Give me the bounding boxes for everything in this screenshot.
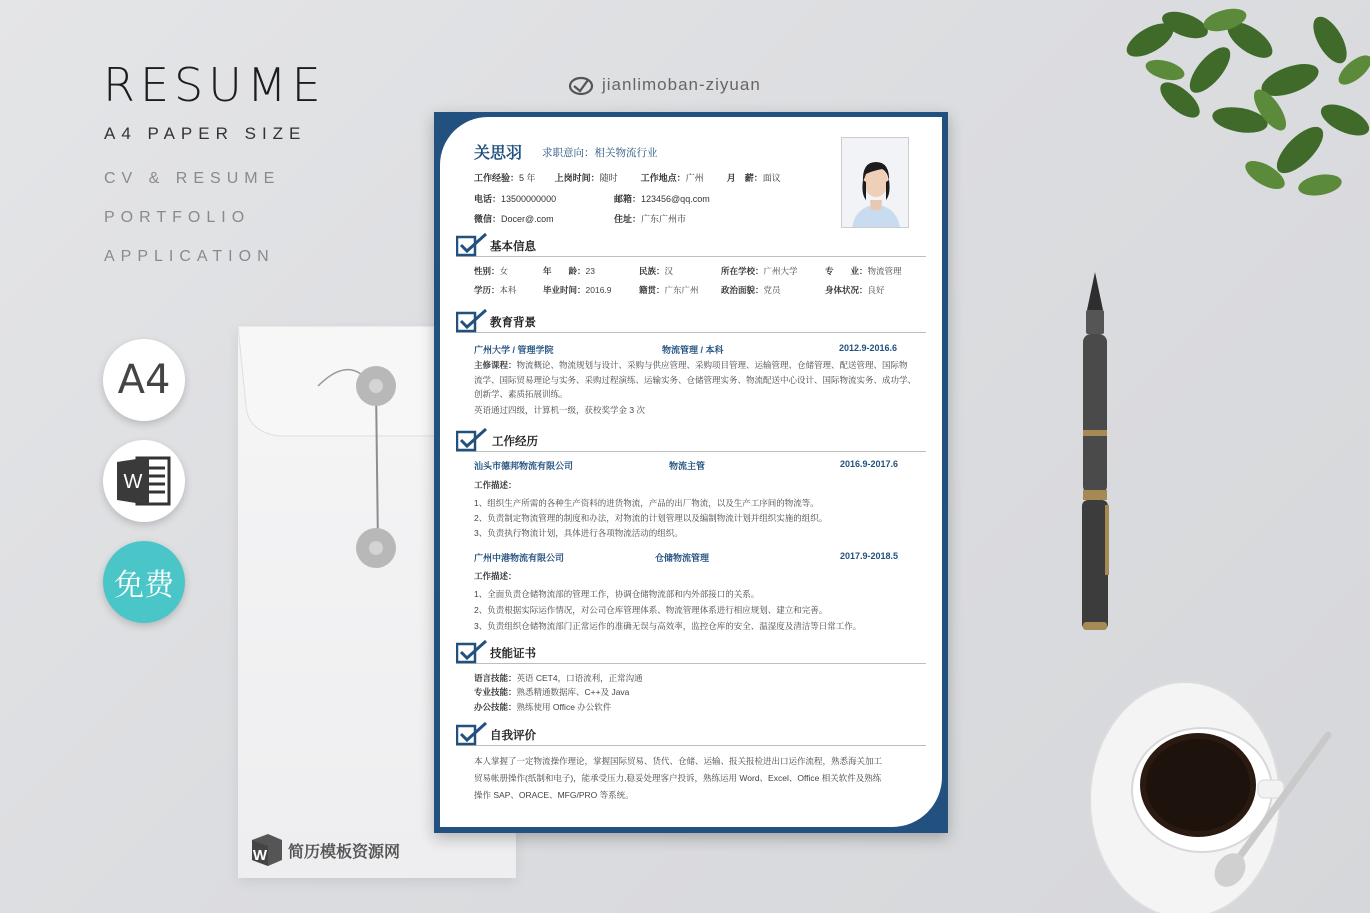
info-value: 123456@qq.com	[641, 194, 710, 204]
basic-label: 政治面貌：	[721, 285, 764, 295]
checkbox-icon	[456, 722, 488, 746]
candidate-name: 关思羽	[474, 145, 523, 162]
courses-text: 物流概论、物流规划与设计、采购与供应管理、采购项目管理、运输管理、仓储管理、配送管理、国际物流学、国际贸易理论与实务、采购过程演练、运输实务、仓储管理实务、物流配送中心设计、国际物流实务、成功学、创新学、素质拓展训练。	[474, 360, 917, 399]
basic-value: 23	[585, 266, 595, 276]
job-desc-item: 1、组织生产所需的各种生产资料的进货物流，产品的出厂物流，以及生产工序间的物流等。	[474, 498, 819, 508]
education-extra: 英语通过四级，计算机一级，获校奖学金 3 次	[474, 405, 645, 415]
job-desc-label	[474, 479, 517, 491]
job-desc-item: 2、负责根据实际运作情况，对公司仓库管理体系、物流管理体系进行相应规划、建立和完善。	[474, 605, 828, 615]
promo-subtitle: A4 PAPER SIZE	[104, 124, 307, 143]
info-label: 电话：	[474, 194, 502, 204]
checkbox-icon	[456, 428, 488, 452]
skill-row	[474, 686, 629, 698]
job-company: 汕头市德邦物流有限公司	[474, 461, 574, 471]
job-desc-item: 3、负责执行物流计划，具体进行各项物流活动的组织。	[474, 528, 683, 538]
self-evaluation-text: 本人掌握了一定物流操作理论，掌握国际贸易、货代、仓储、运输、报关报检进出口运作流程，熟悉海关加工贸易帐册操作(纸制和电子)，能承受压力,稳妥处理客户投诉，熟练运用 Word、Excel、Office 相关软件及熟练操作 SAP、ORACE、MFG/PRO 等系统。	[474, 756, 883, 800]
checkbox-icon	[456, 640, 488, 664]
info-value: 随时	[599, 173, 618, 183]
section-header-skills	[456, 640, 926, 664]
resume-sheet	[434, 112, 948, 833]
job-position: 物流主管	[669, 461, 706, 471]
word-doc-icon	[115, 454, 173, 508]
word-badge	[103, 440, 185, 522]
education-date: 2012.9-2016.6	[839, 343, 898, 353]
svg-text:W: W	[252, 847, 268, 864]
ribbon-logo-icon	[568, 74, 594, 96]
job-date: 2016.9-2017.6	[840, 459, 899, 469]
skill-label: 专业技能：	[474, 687, 517, 697]
skill-row	[474, 672, 643, 684]
basic-label: 毕业时间：	[543, 285, 586, 295]
header-info-row	[474, 171, 781, 184]
envelope-logo	[248, 832, 400, 868]
section-header-work	[456, 428, 926, 452]
header-info-row	[474, 212, 686, 225]
info-value: Docer@.com	[501, 214, 554, 224]
a4-badge: A4	[103, 339, 185, 421]
education-school: 广州大学 / 管理学院	[474, 345, 554, 355]
courses-label: 主修课程：	[474, 360, 517, 370]
coffee-cup-image	[1090, 680, 1370, 913]
info-value: 广州	[685, 173, 704, 183]
job-company: 广州中港物流有限公司	[474, 553, 565, 563]
promo-title: RESUME	[103, 58, 326, 112]
basic-label: 专 业：	[825, 266, 868, 276]
info-value: 广东广州市	[641, 214, 687, 224]
job-desc-item: 3、负责组织仓储物流部门正常运作的准确无误与高效率，监控仓库的安全、温湿度及清洁等日常工作。	[474, 621, 862, 631]
resume-paper	[440, 117, 942, 827]
svg-text:W: W	[123, 471, 143, 493]
basic-value: 广东广州	[664, 285, 699, 295]
section-header-self	[456, 722, 926, 746]
promo-line-application: APPLICATION	[104, 248, 275, 265]
checkbox-icon	[456, 233, 488, 257]
job-intent: 求职意向：相关物流行业	[542, 147, 658, 159]
section-title: 基本信息	[490, 241, 536, 253]
info-value: 13500000000	[501, 194, 557, 204]
info-value: 5 年	[519, 173, 536, 183]
job-desc-label	[474, 570, 517, 582]
basic-info-row	[474, 284, 885, 296]
basic-value: 物流管理	[867, 266, 902, 276]
info-label: 工作经验：	[474, 173, 520, 183]
basic-value: 良好	[867, 285, 885, 295]
job-date: 2017.9-2018.5	[840, 551, 899, 561]
profile-photo	[841, 137, 909, 228]
promo-line-cv: CV & RESUME	[104, 170, 281, 187]
promo-line-portfolio: PORTFOLIO	[104, 209, 251, 226]
section-title: 工作经历	[492, 436, 538, 448]
basic-value: 2016.9	[585, 285, 612, 295]
job-desc-item: 2、负责制定物流管理的制度和办法，对物流的计划管理以及编制物流计划并组织实施的组织。	[474, 513, 828, 523]
skill-value: 熟悉精通数据库、C++及 Java	[516, 687, 630, 697]
basic-value: 汉	[664, 266, 674, 276]
desc-label: 工作描述：	[474, 571, 517, 581]
education-courses	[474, 358, 916, 402]
basic-info-row	[474, 265, 902, 277]
info-value: 面议	[762, 173, 781, 183]
section-title: 技能证书	[490, 648, 536, 660]
skill-row	[474, 701, 611, 713]
basic-label: 民族：	[639, 266, 665, 276]
skill-label: 办公技能：	[474, 702, 517, 712]
skill-value: 熟练使用 Office 办公软件	[516, 702, 612, 712]
header-info-row	[474, 192, 710, 205]
envelope-string-buttons	[348, 364, 408, 584]
info-label: 住址：	[614, 214, 642, 224]
basic-label: 身体状况：	[825, 285, 868, 295]
info-label: 上岗时间：	[554, 173, 600, 183]
basic-value: 广州大学	[763, 266, 798, 276]
info-label: 月 薪：	[726, 173, 763, 183]
skill-label: 语言技能：	[474, 673, 517, 683]
w-logo-icon	[248, 832, 284, 868]
info-label: 微信：	[474, 214, 502, 224]
section-header-basic	[456, 233, 926, 257]
watermark	[568, 74, 761, 96]
job-position: 仓储物流管理	[655, 553, 710, 563]
desc-label: 工作描述：	[474, 480, 517, 490]
section-header-education	[456, 309, 926, 333]
education-major: 物流管理 / 本科	[662, 345, 724, 355]
basic-value: 女	[499, 266, 509, 276]
info-label: 邮箱：	[614, 194, 642, 204]
basic-label: 所在学校：	[721, 266, 764, 276]
watermark-text: jianlimoban-ziyuan	[602, 75, 761, 94]
basic-value: 党员	[763, 285, 781, 295]
envelope-logo-text: 简历模板资源网	[288, 843, 401, 861]
basic-label: 年 龄：	[543, 266, 586, 276]
portrait-image	[842, 138, 909, 228]
basic-value: 本科	[499, 285, 517, 295]
section-title: 教育背景	[490, 317, 536, 329]
basic-label: 籍贯：	[639, 285, 665, 295]
job-desc-item: 1、全面负责仓储物流部的管理工作，协调仓储物流部和内外部接口的关系。	[474, 589, 760, 599]
basic-label: 学历：	[474, 285, 500, 295]
info-label: 工作地点：	[640, 173, 686, 183]
fountain-pen-image	[1065, 270, 1125, 640]
plant-leaves-image	[1090, 0, 1370, 215]
basic-label: 性别：	[474, 266, 500, 276]
checkbox-icon	[456, 309, 488, 333]
section-title: 自我评价	[490, 730, 536, 742]
free-badge: 免费	[103, 541, 185, 623]
skill-value: 英语 CET4，口语流利，正常沟通	[516, 673, 643, 683]
